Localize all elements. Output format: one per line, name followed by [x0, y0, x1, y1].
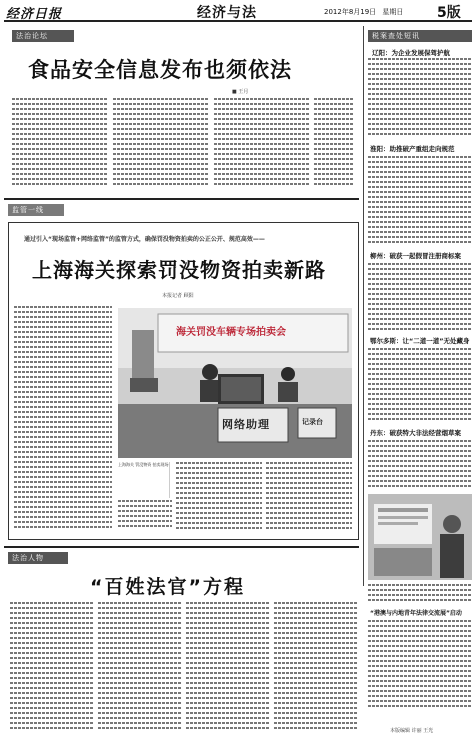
issue-weekday: 星期日 — [382, 8, 404, 16]
feature-text-col-2 — [176, 462, 262, 534]
brief-title-liuzhou: 柳州：破获一起假冒注册商标案 — [370, 252, 461, 260]
feature-top-rule — [4, 198, 359, 200]
section-tag-brief: 税案查处短讯 — [368, 30, 472, 42]
brief-photo-scene — [368, 494, 472, 580]
feature-photo — [118, 308, 352, 458]
brief-title-dandong: 丹东：破获特大非法经营烟草案 — [370, 429, 461, 437]
brief-photo-caption — [368, 584, 472, 604]
brief-photo — [368, 494, 472, 580]
brief-title-hk-macau: “港澳与内地青年法律交流展”启动 — [370, 610, 462, 617]
feature-deck: 通过引入“现场监管+网络监管”的监管方式，确保罚没物资拍卖的公正公开、规范高效—— — [24, 236, 265, 243]
brief-text-3 — [368, 263, 472, 333]
bottom-top-rule — [4, 546, 359, 548]
feature-headline: 上海海关探索罚没物资拍卖新路 — [32, 258, 326, 282]
feature-photo-sign-network-assistant: 网络助理 — [222, 418, 270, 431]
forum-byline: ■ 王月 — [232, 89, 249, 95]
feature-byline: 本报记者 顾阳 — [162, 293, 194, 299]
forum-text-col-2 — [113, 98, 209, 190]
feature-text-col-3 — [266, 462, 352, 534]
brief-text-6 — [368, 620, 472, 714]
section-title: 经济与法 — [197, 5, 257, 21]
feature-text-col-1 — [14, 306, 112, 534]
feature-photo-banner: 海关罚没车辆专场拍卖会 — [176, 327, 286, 338]
feature-photo-caption: 上海海关 罚没物资 拍卖现场 — [118, 462, 170, 498]
brief-text-1 — [368, 58, 472, 142]
brief-text-4 — [368, 348, 472, 424]
brief-title-liaoyang: 辽阳：为企业发展保驾护航 — [372, 49, 450, 57]
forum-text-col-1 — [12, 98, 108, 190]
feature-photo-sign-record-desk: 记录台 — [302, 418, 323, 426]
page-number: 5版 — [437, 5, 461, 21]
section-tag-people: 法治人物 — [8, 552, 68, 564]
forum-text-col-3 — [214, 98, 310, 190]
page-editor-credit: 本版编辑 许丽 王光 — [390, 728, 434, 734]
brief-text-2 — [368, 156, 472, 248]
newspaper-logo: 经济日报 — [6, 7, 63, 22]
brief-title-huaiyang: 淮阳：助推破产重组走向规范 — [370, 145, 455, 153]
brief-title-ordos: 鄂尔多斯：让“二道一道”无处藏身 — [370, 337, 470, 345]
feature-text-col-1b — [118, 500, 172, 534]
people-headline: “百姓法官”方程 — [90, 576, 245, 598]
masthead — [4, 2, 472, 22]
section-tag-frontline: 监管一线 — [8, 204, 64, 216]
forum-headline: 食品安全信息发布也须依法 — [28, 58, 292, 82]
forum-text-col-4 — [314, 98, 354, 190]
people-text-col-4 — [274, 602, 358, 734]
section-tag-forum: 法治论坛 — [12, 30, 74, 42]
people-text-col-1 — [10, 602, 94, 734]
column-divider — [363, 26, 364, 586]
people-text-col-2 — [98, 602, 182, 734]
brief-text-5 — [368, 440, 472, 490]
issue-date-line — [324, 7, 403, 17]
people-text-col-3 — [186, 602, 270, 734]
issue-date: 2012年8月19日 — [324, 8, 377, 16]
